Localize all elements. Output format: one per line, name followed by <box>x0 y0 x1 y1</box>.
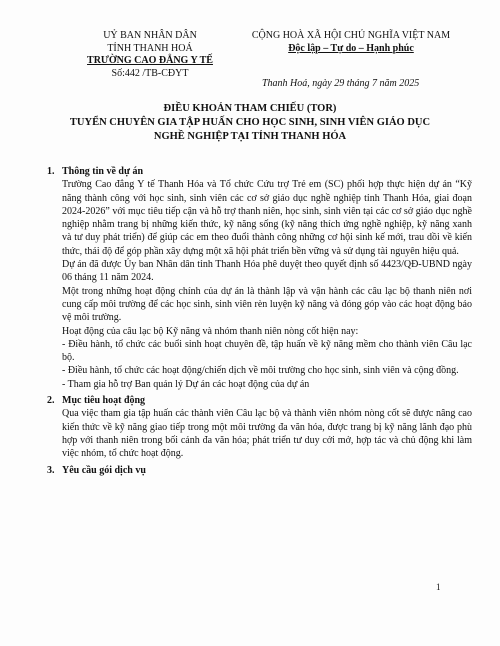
document-title <box>40 102 460 144</box>
section-1-paragraph: Trường Cao đẳng Y tế Thanh Hóa và Tổ chức Cứu trợ Trẻ em (SC) phối hợp thực hiện dự án “Kỹ năng thành công với học sinh, sinh viên các cơ sở giáo dục nghề nghiệp tỉnh Thanh Hóa, giai đoạn 2024-2026” với mục tiêu tiếp cận và hỗ trợ thanh niên, học sinh, sinh viên tại các cơ sở giáo dục nghề nghiệp nhằm trang bị những kiến thức, kỹ năng sống (kỹ năng thích ứng nghề nghiệp, kỹ năng xanh và tư duy phát triển) để giúp các em theo đuổi thành công những cơ hội sinh kế mới, trau dồi về kiến thức, thái độ để góp phần xây dựng một xã hội phát triển bền vững và sử dụng tài nguyên hiệu quả. <box>62 179 472 257</box>
issuer-name: TRƯỜNG CAO ĐẲNG Y TẾ <box>87 55 213 66</box>
section-3-title: Yêu cầu gói dịch vụ <box>62 464 146 476</box>
document-date: Thanh Hoá, ngày 29 tháng 7 năm 2025 <box>262 78 420 89</box>
section-1-number: 1. <box>47 166 55 177</box>
section-2-heading <box>47 394 472 407</box>
section-1-paragraph: Dự án đã được Ủy ban Nhân dân tỉnh Thanh Hóa phê duyệt theo quyết định số 4423/QĐ-UBND ngày 06 tháng 11 năm 2024. <box>62 259 472 284</box>
title-line-2: TUYỂN CHUYÊN GIA TẬP HUẤN CHO HỌC SINH, SINH VIÊN GIÁO DỤC <box>69 117 431 128</box>
section-1-bullet: - Tham gia hỗ trợ Ban quản lý Dự án các hoạt động của dự án <box>62 378 310 390</box>
section-1-paragraph: Một trong những hoạt động chính của dự án là thành lập và vận hành các câu lạc bộ thanh niên nơi cung cấp môi trường để các học sinh, sinh viên rèn luyện kỹ năng và đóng góp vào các hoạt động bảo vệ môi trường. <box>62 285 472 324</box>
section-3-heading <box>47 464 472 477</box>
document-number: Số:442 /TB-CĐYT <box>111 67 189 79</box>
section-1-bullet: - Điều hành, tổ chức các hoạt động/chiến dịch về môi trường cho học sinh, sinh viên và cộng đồng. <box>62 365 459 377</box>
issuer-header <box>60 30 240 80</box>
national-header <box>226 30 476 55</box>
issuer-line-1: UỶ BAN NHÂN DÂN <box>103 30 197 41</box>
page-number: 1 <box>436 582 441 592</box>
issuer-line-2: TỈNH THANH HOÁ <box>107 42 193 54</box>
section-3-number: 3. <box>47 464 55 476</box>
title-line-1: ĐIỀU KHOẢN THAM CHIẾU (TOR) <box>163 103 337 114</box>
section-1-paragraph: Hoạt động của câu lạc bộ Kỹ năng và nhóm thanh niên nòng cốt hiện nay: <box>62 325 359 337</box>
section-1-bullet: - Điều hành, tổ chức các buổi sinh hoạt chuyên đề, tập huấn về kỹ năng mềm cho thành viên Câu lạc bộ. <box>62 338 472 364</box>
section-1-title: Thông tin về dự án <box>62 166 144 177</box>
title-line-3: NGHỀ NGHIỆP TẠI TỈNH THANH HÓA <box>153 131 347 142</box>
national-motto: Độc lập – Tự do – Hạnh phúc <box>288 42 414 54</box>
section-2-paragraph: Qua việc tham gia tập huấn các thành viên Câu lạc bộ và thành viên nhóm nòng cốt sẽ được nâng cao kiến thức về kỹ năng giao tiếp trong một môi trường đa văn hóa, được trang bị kỹ năng lãnh đạo phù hợp với thanh niên trong bối cảnh đa văn hóa; phát triển tư duy cởi mở, hợp tác và chủ động khi làm việc nhóm, tổ chức hoạt động. <box>62 408 472 460</box>
section-2-title: Mục tiêu hoạt động <box>62 395 146 407</box>
section-2-number: 2. <box>47 395 55 407</box>
section-1-heading <box>47 165 472 178</box>
national-title: CỘNG HOÀ XÃ HỘI CHỦ NGHĨA VIỆT NAM <box>251 30 451 41</box>
document-body <box>47 162 472 477</box>
